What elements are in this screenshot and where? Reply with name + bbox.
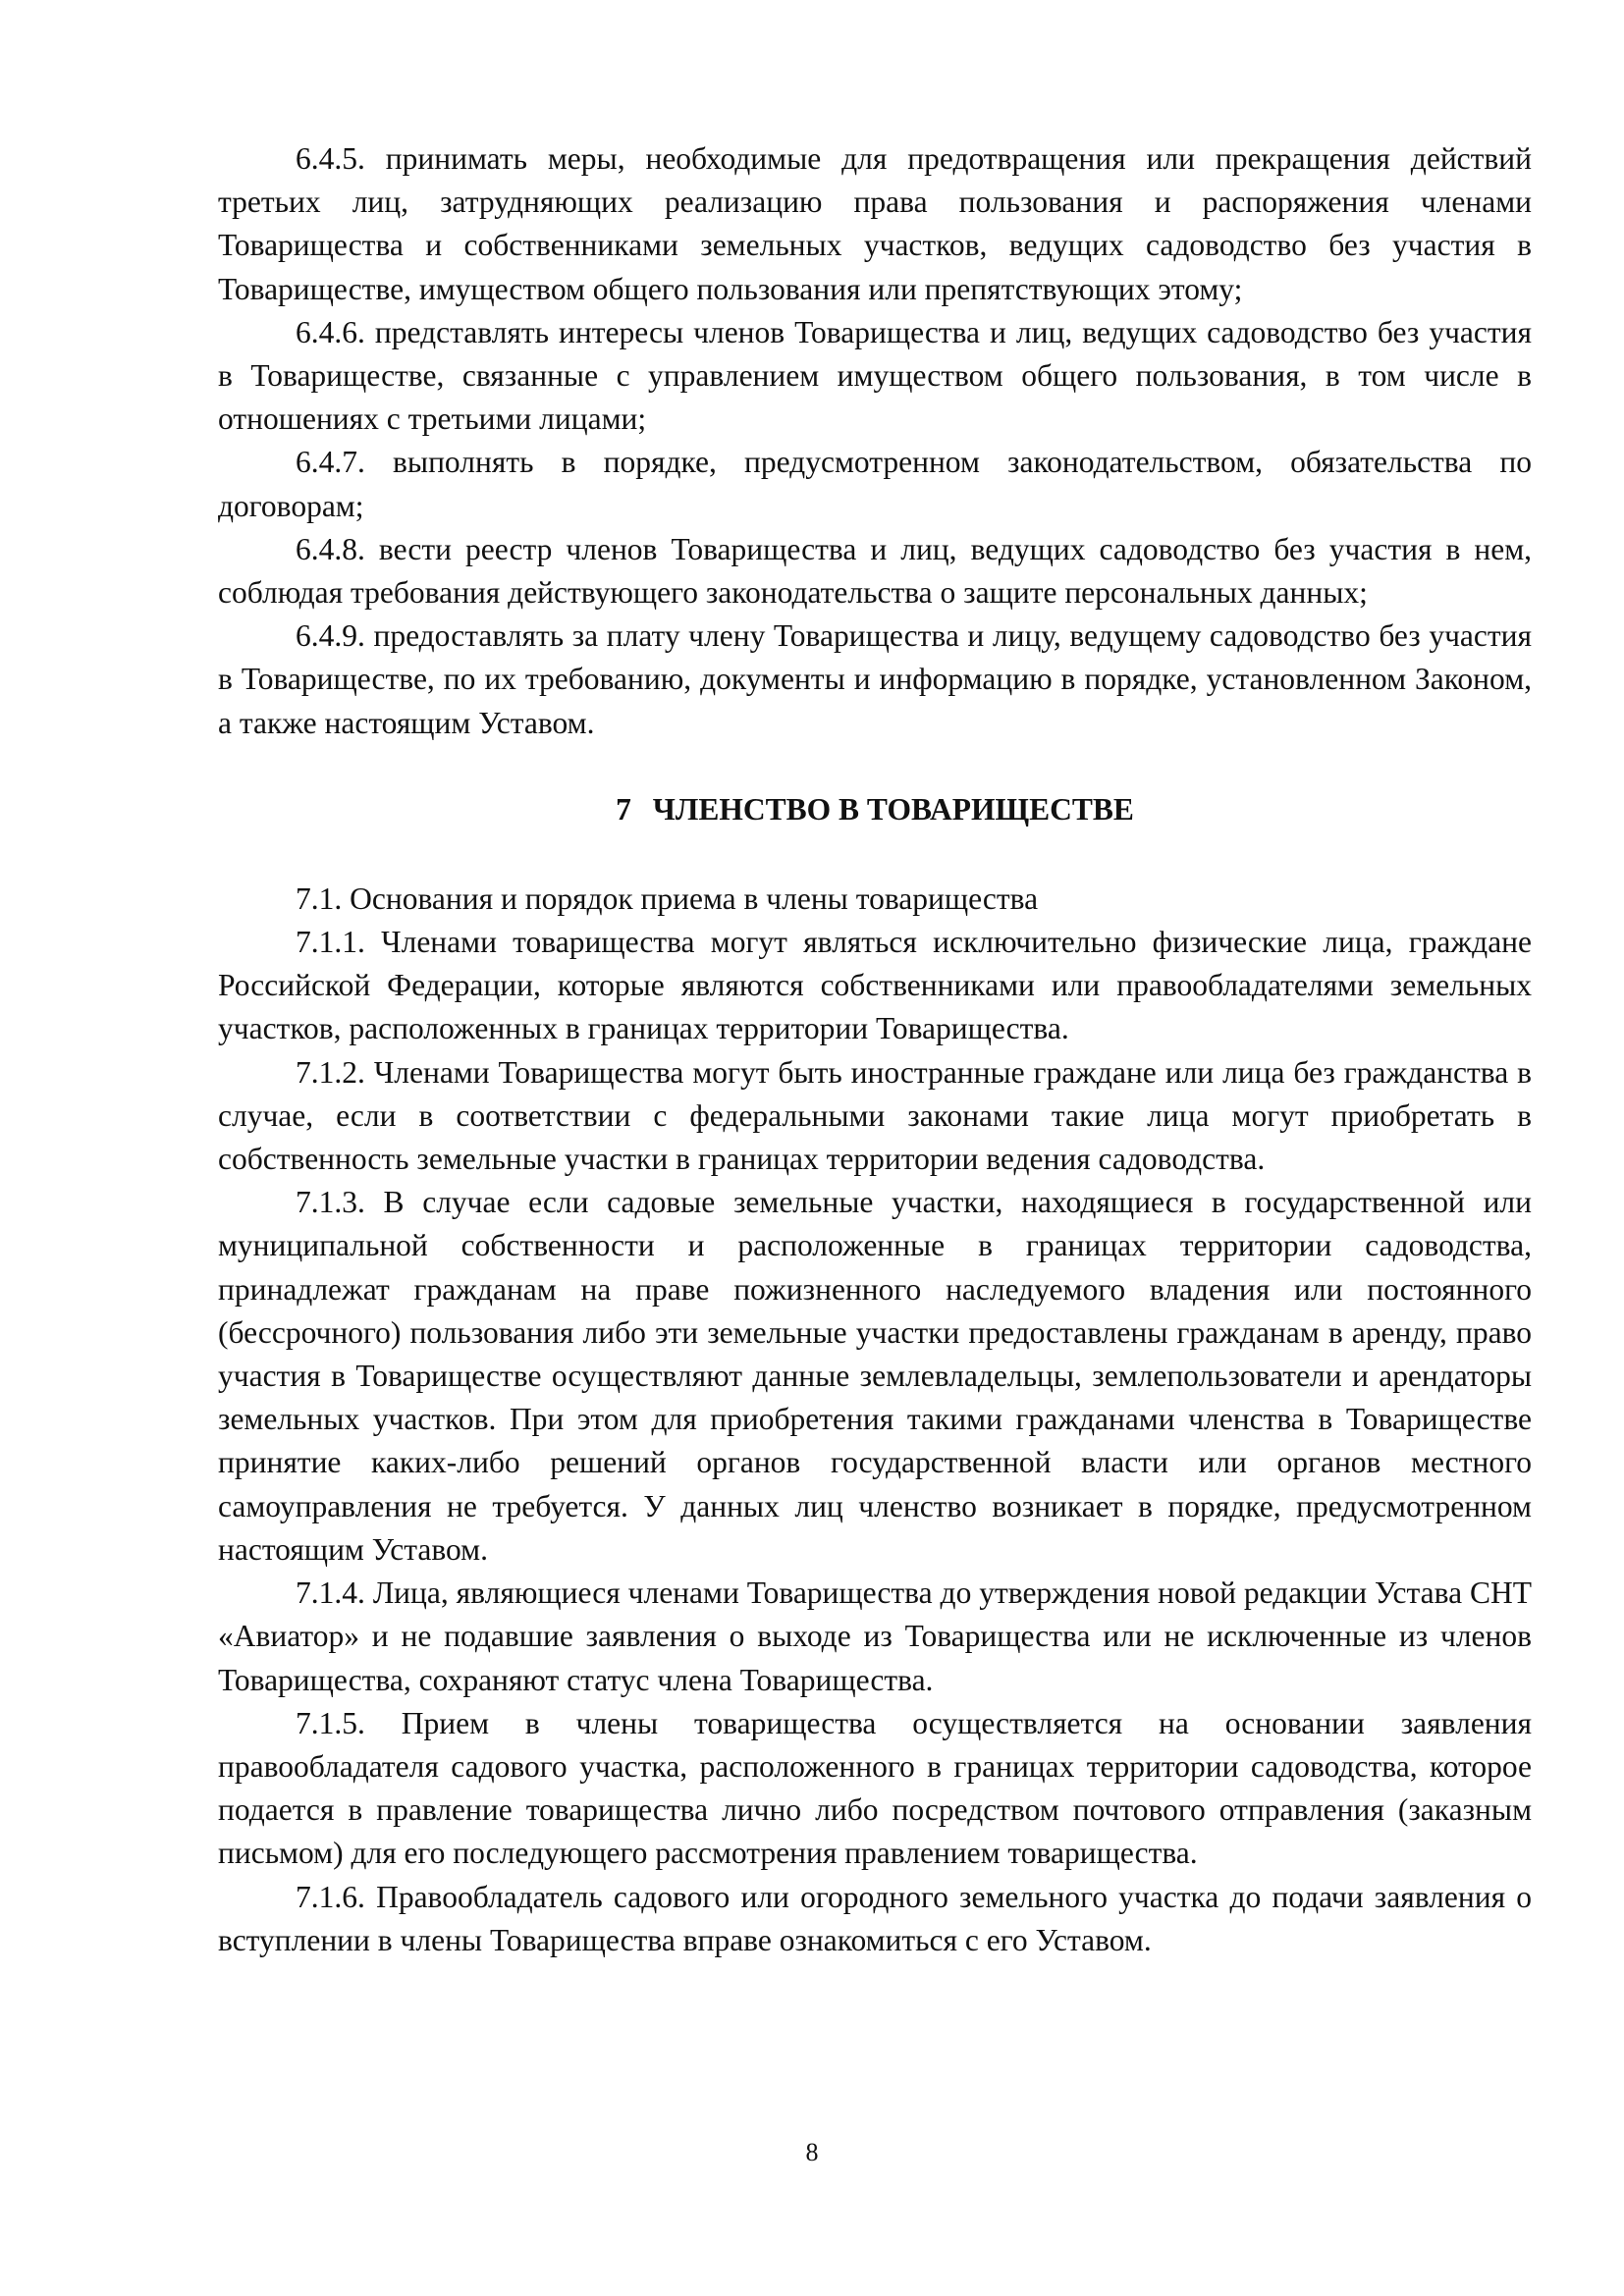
clause-number: 6.4.7. xyxy=(296,445,365,480)
clause-number: 7.1.5. xyxy=(296,1705,365,1740)
clause-text: Лица, являющиеся членами Товарищества до утверждения новой редакции Устава СНТ «Авиатор» и не подавшие заявления о выходе из Товарищества или не исключенные из членов Товарищества, сохраняют статус члена Товарищества. xyxy=(218,1575,1533,1697)
clause-text: выполнять в порядке, предусмотренном законодательством, обязательства по договорам; xyxy=(218,445,1533,523)
clause-text: В случае если садовые земельные участки, находящиеся в государственной или муниципальной собственности и расположенные в границах территории садоводства, принадлежат гражданам на праве пожизненного наследуемого владения или постоянного (бессрочного) пользования либо эти земельные участки предоставлены гражданам в аренду, право участия в Товариществе осуществляют данные землевладельцы, землепользователи и арендаторы земельных участков. При этом для приобретения такими гражданами членства в Товариществе принятие каких-либо решений органов государственной власти или органов местного самоуправления не требуется. У данных лиц членство возникает в порядке, предусмотренном настоящим Уставом. xyxy=(218,1185,1532,1567)
paragraph-7-1-4 xyxy=(218,1572,1532,1702)
paragraph-6-4-6 xyxy=(218,311,1532,442)
clause-text: Правообладатель садового или огородного земельного участка до подачи заявления о вступлении в члены Товарищества вправе ознакомиться с его Уставом. xyxy=(218,1879,1533,1957)
clause-number: 6.4.5. xyxy=(296,141,365,176)
clause-text: Членами товарищества могут являться исключительно физические лица, граждане Российской Федерации, которые являются собственниками или правообладателями земельных участков, расположенных в границах территории Товарищества. xyxy=(218,925,1533,1046)
paragraph-6-4-5 xyxy=(218,137,1532,311)
clause-text: Прием в члены товарищества осуществляется на основании заявления правообладателя садового участка, расположенного в границах территории садоводства, которое подается в правление товарищества лично либо посредством почтового отправления (заказным письмом) для его последующего рассмотрения правлением товарищества. xyxy=(218,1705,1533,1871)
paragraph-6-4-7 xyxy=(218,441,1532,527)
paragraph-7-1-6 xyxy=(218,1876,1532,1962)
clause-number: 7.1.6. xyxy=(296,1879,365,1914)
clause-text: Членами Товарищества могут быть иностранные граждане или лица без гражданства в случае, если в соответствии с федеральными законами такие лица могут приобретать в собственность земельные участки в границах территории ведения садоводства. xyxy=(218,1054,1533,1177)
clause-number: 6.4.8. xyxy=(296,531,365,566)
section-heading xyxy=(218,788,1532,831)
section-number: 7 xyxy=(616,791,631,827)
clause-number: 6.4.6. xyxy=(296,314,365,349)
paragraph-7-1-2 xyxy=(218,1051,1532,1182)
paragraph-6-4-9 xyxy=(218,614,1532,745)
paragraph-6-4-8 xyxy=(218,528,1532,614)
clause-text: предоставлять за плату члену Товарищества и лицу, ведущему садоводство без участия в Товариществе, по их требованию, документы и информацию в порядке, установленном Законом, а также настоящим Уставом. xyxy=(218,618,1532,740)
clause-number: 7.1.3. xyxy=(296,1185,365,1220)
paragraph-7-1-1 xyxy=(218,921,1532,1051)
page-number: 8 xyxy=(805,2138,819,2166)
clause-text: вести реестр членов Товарищества и лиц, ведущих садоводство без участия в нем, соблюдая требования действующего законодательства о защите персональных данных; xyxy=(218,531,1533,611)
subsection-title: 7.1. Основания и порядок приема в члены товарищества xyxy=(296,881,1039,916)
section-title: ЧЛЕНСТВО В ТОВАРИЩЕСТВЕ xyxy=(652,791,1134,827)
clause-text: представлять интересы членов Товарищества и лиц, ведущих садоводство без участия в Товариществе, связанные с управлением имуществом общего пользования, в том числе в отношениях с третьими лицами; xyxy=(218,314,1533,437)
clause-number: 6.4.9. xyxy=(296,618,365,654)
clause-number: 7.1.4. xyxy=(296,1575,365,1611)
paragraph-7-1-5 xyxy=(218,1702,1532,1876)
document-body xyxy=(218,137,1532,1962)
clause-text: принимать меры, необходимые для предотвращения или прекращения действий третьих лиц, затрудняющих реализацию права пользования и распоряжения членами Товарищества и собственниками земельных участков, ведущих садоводство без участия в Товариществе, имуществом общего пользования или препятствующих этому; xyxy=(218,141,1533,306)
paragraph-7-1-3 xyxy=(218,1181,1532,1572)
clause-number: 7.1.1. xyxy=(296,925,365,960)
clause-number: 7.1.2. xyxy=(296,1054,365,1090)
